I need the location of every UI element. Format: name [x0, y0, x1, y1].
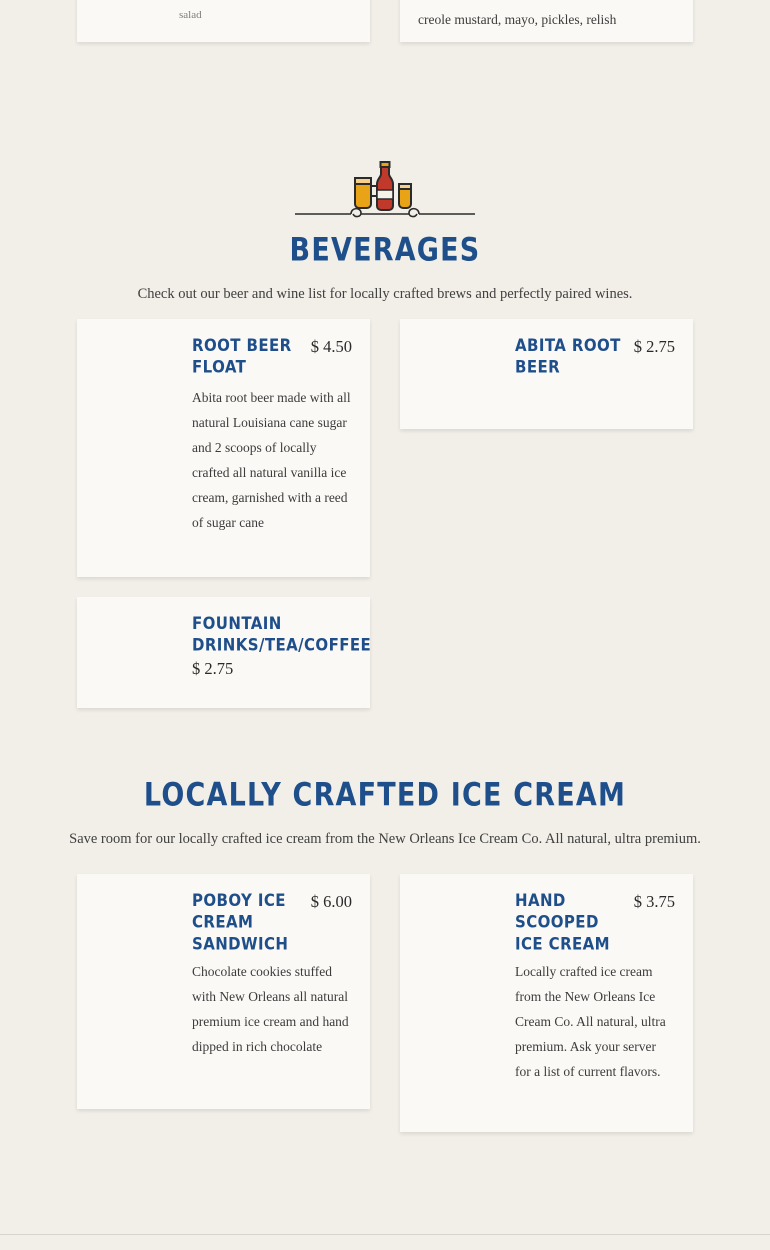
ice-cream-card-grid — [0, 874, 770, 1154]
beverages-title: BEVERAGES — [289, 232, 481, 269]
menu-item-price: $ 3.75 — [633, 892, 675, 911]
partial-card-left-text: salad — [179, 9, 202, 21]
menu-item-card[interactable] — [77, 874, 370, 1109]
menu-item-price: $ 4.50 — [310, 337, 352, 356]
menu-item-price: $ 2.75 — [633, 337, 675, 356]
beer-bottle-and-glass-icon — [295, 152, 475, 224]
menu-item-card[interactable] — [77, 597, 370, 708]
menu-item-card[interactable] — [400, 319, 693, 429]
beverages-divider-ornament — [295, 152, 475, 224]
partial-card-left[interactable] — [77, 0, 370, 42]
beverages-subtitle: Check out our beer and wine list for locally crafted brews and perfectly paired wines. — [137, 286, 633, 302]
menu-item-card[interactable] — [400, 874, 693, 1132]
ice-cream-subtitle: Save room for our locally crafted ice cream from the New Orleans Ice Cream Co. All natural, ultra premium. — [69, 831, 701, 847]
menu-item-card[interactable] — [77, 319, 370, 577]
menu-item-name: HAND SCOOPED ICE CREAM — [515, 890, 610, 954]
ice-cream-title: LOCALLY CRAFTED ICE CREAM — [143, 777, 627, 814]
menu-item-price: $ 2.75 — [192, 659, 234, 678]
top-partial-cards-strip — [0, 0, 770, 42]
beverages-section — [0, 42, 770, 719]
menu-item-name: POBOY ICE CREAM SANDWICH — [192, 890, 289, 954]
menu-item-name: ROOT BEER FLOAT — [192, 335, 292, 378]
beverages-card-grid — [0, 319, 770, 719]
menu-item-name: FOUNTAIN DRINKS/TEA/COFFEE — [192, 613, 372, 656]
bottom-divider — [0, 1234, 770, 1235]
partial-card-right[interactable] — [400, 0, 693, 42]
partial-card-right-text: creole mustard, mayo, pickles, relish — [418, 12, 617, 27]
menu-item-name: ABITA ROOT BEER — [515, 335, 621, 378]
menu-item-description: Abita root beer made with all natural Louisiana cane sugar and 2 scoops of locally crafted all natural vanilla ice cream, garnished with a reed of sugar cane — [192, 390, 351, 530]
menu-item-description: Chocolate cookies stuffed with New Orleans all natural premium ice cream and hand dipped in rich chocolate — [192, 964, 349, 1054]
ice-cream-section — [0, 719, 770, 1154]
menu-item-description: Locally crafted ice cream from the New Orleans Ice Cream Co. All natural, ultra premium. Ask your server for a list of current flavors. — [515, 964, 666, 1079]
menu-item-price: $ 6.00 — [310, 892, 352, 911]
